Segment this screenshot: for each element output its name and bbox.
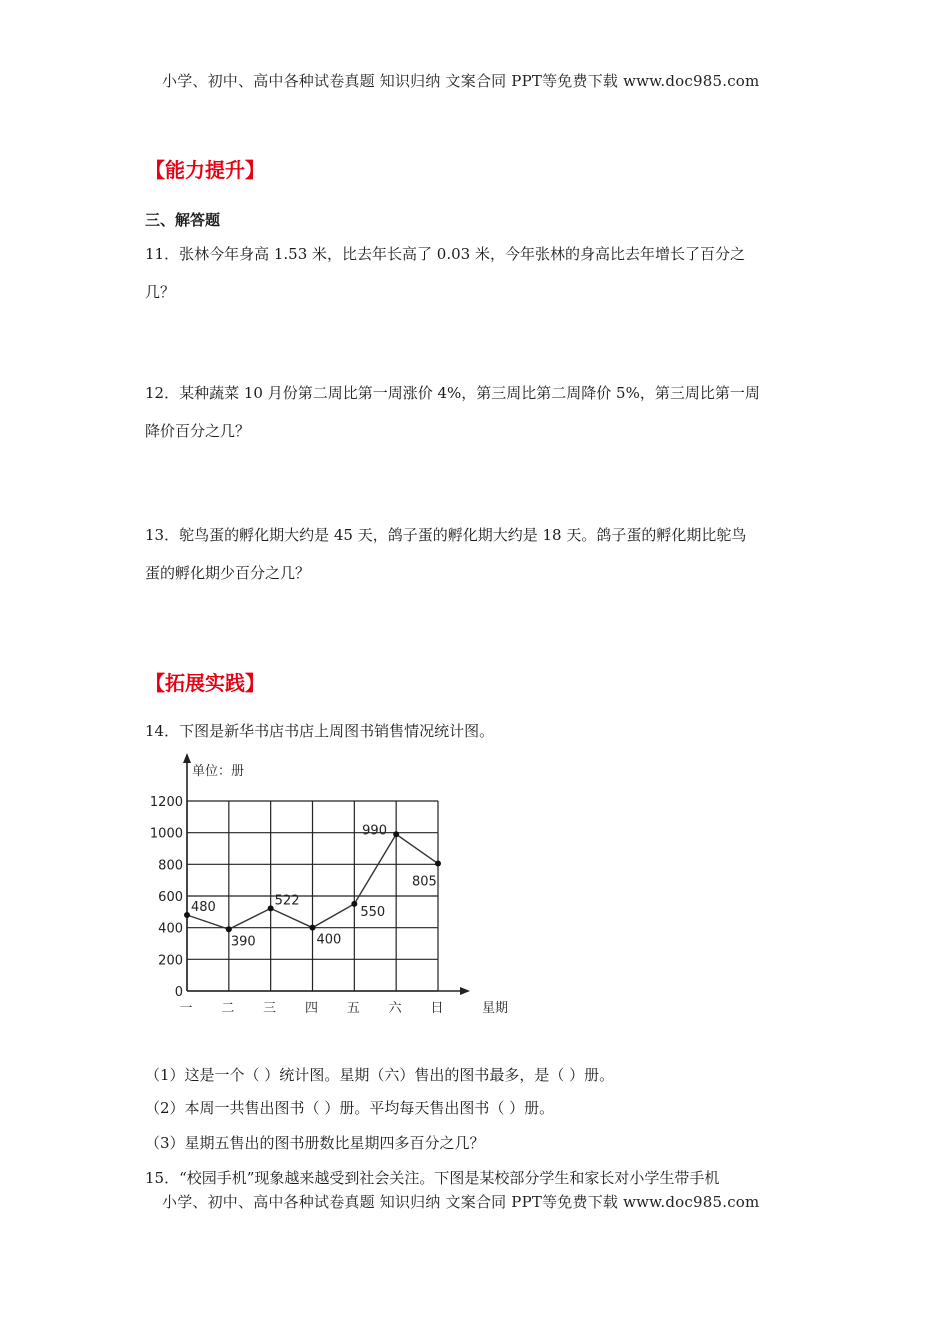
question-14-part1: （1）这是一个（ ）统计图。星期（六）售出的图书最多，是（ ）册。 <box>145 1066 615 1084</box>
question-14-part2: （2）本周一共售出图书（ ）册。平均每天售出图书（ ）册。 <box>145 1099 555 1117</box>
x-tick-label: 六 <box>388 1001 402 1016</box>
x-tick-label: 五 <box>346 1001 360 1016</box>
data-point <box>351 901 357 907</box>
data-point <box>310 925 316 931</box>
question-14-part3: （3）星期五售出的图书册数比星期四多百分之几？ <box>145 1134 485 1152</box>
y-tick-label: 1000 <box>149 826 183 842</box>
y-tick-label: 600 <box>158 890 183 905</box>
y-tick-label: 200 <box>158 953 183 969</box>
question-12-line2: 降价百分之几？ <box>145 422 251 440</box>
data-point <box>226 926 232 932</box>
data-label: 805 <box>412 874 437 890</box>
data-label: 400 <box>316 932 342 948</box>
y-axis-arrow-icon <box>183 753 191 763</box>
page-footer: 小学、初中、高中各种试卷真题 知识归纳 文案合同 PPT等免费下载 www.doc985.com <box>162 1193 760 1211</box>
y-tick-label: 800 <box>158 858 183 874</box>
data-label: 480 <box>191 900 216 915</box>
x-tick-label: 二 <box>221 1001 235 1016</box>
section-title-ability: 【能力提升】 <box>145 158 265 182</box>
y-tick-label: 400 <box>158 921 183 937</box>
data-label: 390 <box>230 934 256 950</box>
section-title-practice: 【拓展实践】 <box>145 671 265 695</box>
x-axis-arrow-icon <box>460 987 470 995</box>
data-point <box>184 912 190 918</box>
book-sales-line-chart <box>140 745 540 1035</box>
section-subtitle: 三、解答题 <box>145 211 221 229</box>
question-15-line1: 15．“校园手机”现象越来越受到社会关注。下图是某校部分学生和家长对小学生带手机 <box>145 1169 720 1187</box>
question-12-line1: 12．某种蔬菜 10 月份第二周比第一周涨价 4%，第三周比第二周降价 5%，第三周比第一周 <box>145 384 760 402</box>
data-point <box>268 905 274 911</box>
data-label: 990 <box>362 823 387 839</box>
page-header: 小学、初中、高中各种试卷真题 知识归纳 文案合同 PPT等免费下载 www.doc985.com <box>162 72 760 90</box>
data-point <box>393 831 399 837</box>
question-11-line2: 几？ <box>145 283 176 301</box>
question-11-line1: 11．张林今年身高 1.53 米，比去年长高了 0.03 米，今年张林的身高比去年增长了百分之 <box>145 245 745 263</box>
data-point <box>435 861 441 867</box>
data-label: 522 <box>274 893 300 909</box>
data-label: 550 <box>360 904 386 920</box>
x-tick-label: 日 <box>430 1001 444 1016</box>
x-tick-label: 四 <box>304 1001 319 1016</box>
x-tick-label: 三 <box>263 1001 277 1016</box>
question-14-intro: 14．下图是新华书店书店上周图书销售情况统计图。 <box>145 722 495 740</box>
y-tick-label: 1200 <box>149 795 183 810</box>
question-13-line1: 13．鸵鸟蛋的孵化期大约是 45 天，鸽子蛋的孵化期大约是 18 天。鸽子蛋的孵化期比鸵鸟 <box>145 526 747 544</box>
x-axis-label: 星期 <box>482 1001 509 1016</box>
question-13-line2: 蛋的孵化期少百分之几？ <box>145 564 311 582</box>
y-axis-label: 单位：册 <box>192 764 245 779</box>
y-tick-label: 0 <box>174 985 183 1000</box>
x-tick-label: 一 <box>179 1001 193 1016</box>
